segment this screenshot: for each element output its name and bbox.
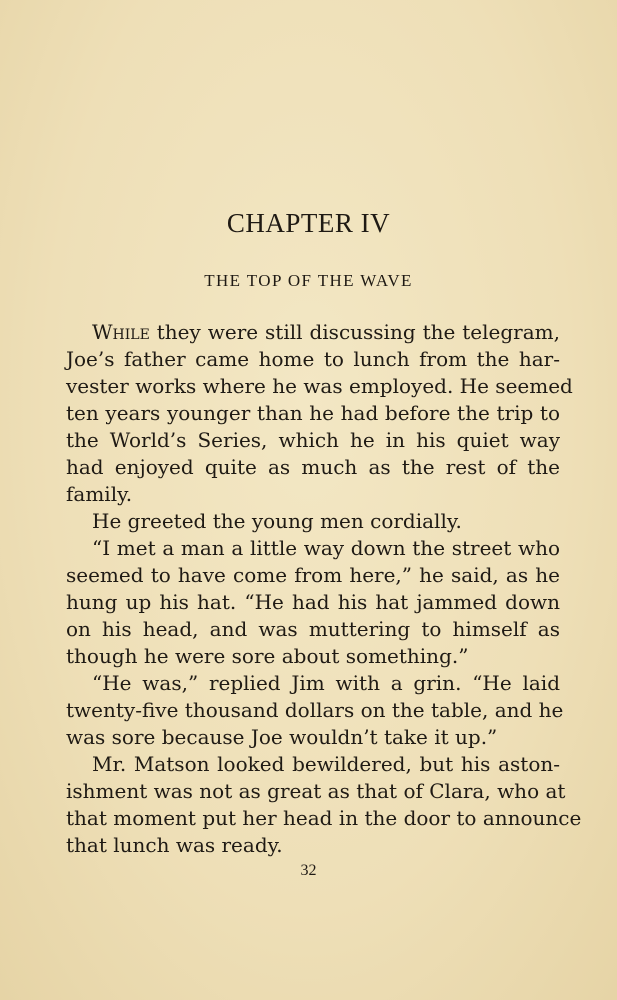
text-line: ten years younger than he had before the trip to bbox=[66, 401, 560, 425]
text-line: He greeted the young men cordially. bbox=[92, 509, 462, 533]
text-line: on his head, and was muttering to himself as bbox=[66, 617, 560, 641]
text-line: had enjoyed quite as much as the rest of the bbox=[66, 455, 560, 479]
text-line: that moment put her head in the door to announce bbox=[66, 806, 582, 830]
text-line: family. bbox=[66, 482, 133, 506]
text-line: twenty-five thousand dollars on the table, and he bbox=[66, 698, 564, 722]
text-line-rest: they were still discussing the telegram, bbox=[149, 320, 560, 344]
text-line: “I met a man a little way down the street who bbox=[92, 536, 560, 560]
text-line bbox=[66, 319, 560, 346]
text-line: vester works where he was employed. He seemed bbox=[66, 374, 573, 398]
text-line: was sore because Joe wouldn’t take it up.” bbox=[66, 725, 498, 749]
text-line: Mr. Matson looked bewildered, but his aston- bbox=[92, 752, 560, 776]
text-line: seemed to have come from here,” he said, as he bbox=[66, 563, 560, 587]
text-line: the World’s Series, which he in his quiet way bbox=[66, 428, 560, 452]
drop-word: While bbox=[92, 320, 150, 344]
text-line: hung up his hat. “He had his hat jammed down bbox=[66, 590, 560, 614]
text-line: though he were sore about something.” bbox=[66, 644, 469, 668]
text-line: ishment was not as great as that of Clara, who at bbox=[66, 779, 566, 803]
text-line: Joe’s father came home to lunch from the har- bbox=[66, 347, 560, 371]
text-line: “He was,” replied Jim with a grin. “He laid bbox=[92, 671, 560, 695]
chapter-body bbox=[66, 319, 582, 859]
chapter-title: CHAPTER IV bbox=[226, 208, 391, 238]
page-number: 32 bbox=[300, 862, 317, 879]
chapter-subtitle: THE TOP OF THE WAVE bbox=[204, 271, 413, 290]
text-line: that lunch was ready. bbox=[66, 833, 283, 857]
